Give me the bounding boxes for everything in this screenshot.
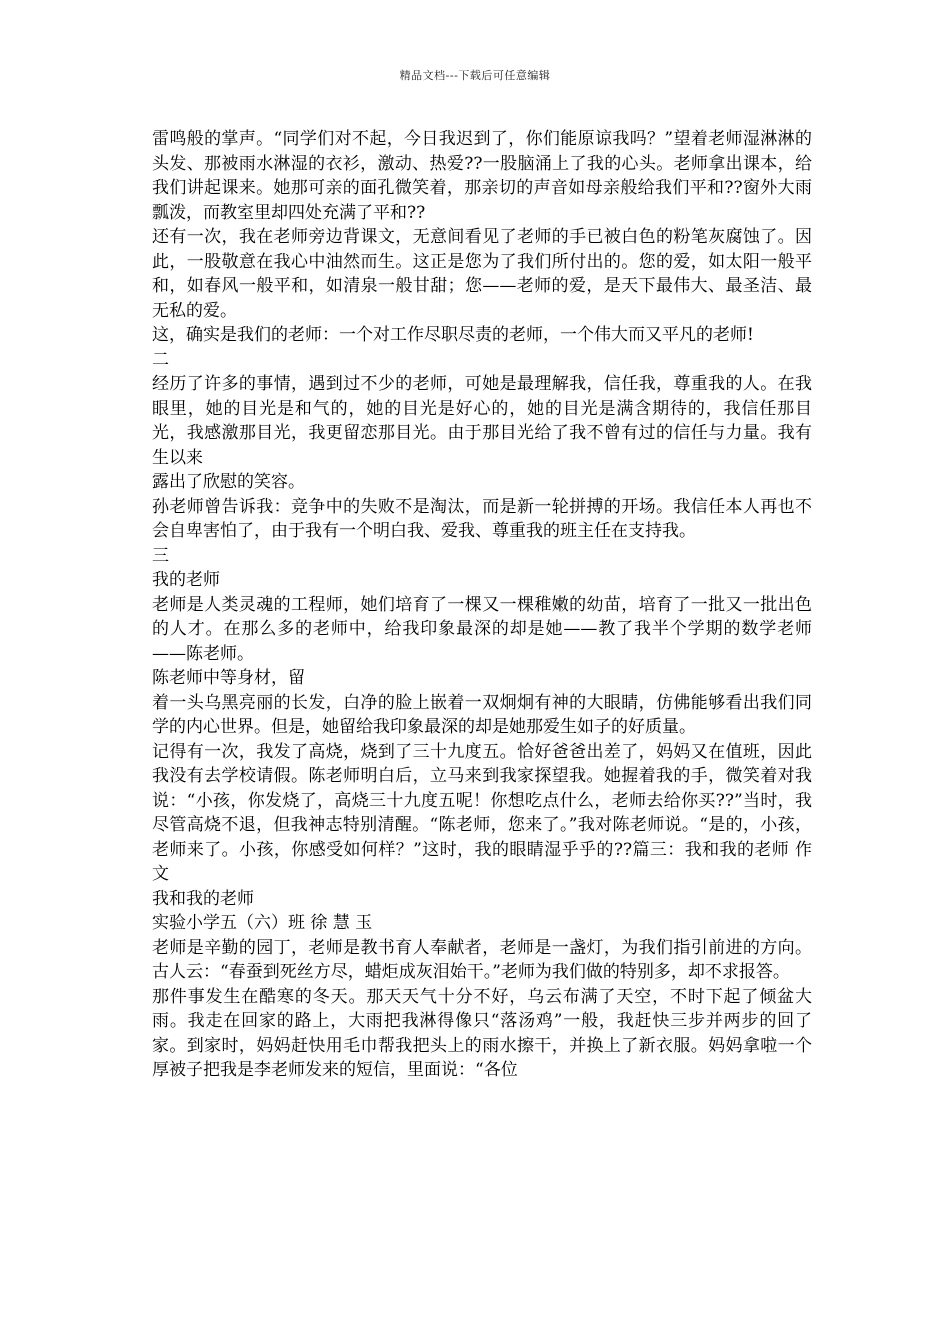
paragraph: 还有一次，我在老师旁边背课文，无意间看见了老师的手已被白色的粉笔灰腐蚀了。因此，一股敬意在我心中油然而生。这正是您为了我们所付出的。您的爱，如太阳一般平和，如春风一般平和，如清泉一般甘甜；您——老师的爱，是天下最伟大、最圣洁、最无私的爱。 bbox=[152, 227, 812, 321]
essay-title: 我的老师 bbox=[152, 570, 220, 590]
paragraph: 这，确实是我们的老师：一个对工作尽职尽责的老师，一个伟大而又平凡的老师! bbox=[152, 325, 754, 345]
paragraph: 雷鸣般的掌声。“同学们对不起，今日我迟到了，你们能原谅我吗？”望着老师湿淋淋的头发、那被雨水淋湿的衣衫，激动、热爱??一股脑涌上了我的心头。老师拿出课本，给我们讲起课来。她那可亲的面孔微笑着，那亲切的声音如母亲般给我们平和??窗外大雨瓢泼，而教室里却四处充满了平和?? bbox=[152, 129, 812, 223]
paragraph: 经历了许多的事情，遇到过不少的老师，可她是最理解我，信任我，尊重我的人。在我眼里，她的目光是和气的，她的目光是好心的，她的目光是满含期待的，我信任那目光，我感激那目光，我更留恋那目光。由于那目光给了我不曾有过的信任与力量。我有生以来 bbox=[152, 374, 812, 468]
essay-title: 我和我的老师 bbox=[152, 888, 254, 909]
paragraph: 露出了欣慰的笑容。 bbox=[152, 472, 305, 492]
paragraph: 老师是辛勤的园丁，老师是教书育人奉献者，老师是一盏灯，为我们指引前进的方向。古人云：“春蚕到死丝方尽，蜡炬成灰泪始干。”老师为我们做的特别多，却不求报答。 bbox=[152, 937, 812, 982]
page-header: 精品文档---下载后可任意编辑 bbox=[399, 69, 551, 82]
paragraph: 孙老师曾告诉我：竞争中的失败不是淘汰，而是新一轮拼搏的开场。我信任本人再也不会自卑害怕了，由于我有一个明白我、爱我、尊重我的班主任在支持我。 bbox=[152, 496, 812, 541]
paragraph: 那件事发生在酷寒的冬天。那天天气十分不好，乌云布满了天空，不时下起了倾盆大雨。我走在回家的路上，大雨把我淋得像只“落汤鸡”一般，我赶快三步并两步的回了家。到家时，妈妈赶快用毛巾帮我把头上的雨水擦干，并换上了新衣服。妈妈拿啦一个厚被子把我是李老师发来的短信，里面说：“各位 bbox=[152, 986, 812, 1080]
section-heading: 二 bbox=[152, 349, 169, 370]
author-line: 实验小学五（六）班 徐 慧 玉 bbox=[152, 913, 373, 933]
paragraph: 陈老师中等身材，留 bbox=[152, 668, 305, 688]
paragraph: 记得有一次，我发了高烧，烧到了三十九度五。恰好爸爸出差了，妈妈又在值班，因此我没有去学校请假。陈老师明白后，立马来到我家探望我。她握着我的手，微笑着对我说：“小孩，你发烧了，高烧三十九度五呢！你想吃点什么，老师去给你买??”当时，我尽管高烧不退，但我神志特别清醒。“陈老师，您来了。”我对陈老师说。“是的，小孩，老师来了。小孩，你感受如何样？”这时，我的眼睛湿乎乎的??篇三：我和我的老师 作文 bbox=[152, 741, 812, 884]
paragraph: 着一头乌黑亮丽的长发，白净的脸上嵌着一双炯炯有神的大眼睛，仿佛能够看出我们同学的内心世界。但是，她留给我印象最深的却是她那爱生如子的好质量。 bbox=[152, 692, 812, 737]
document-body bbox=[152, 127, 812, 1083]
section-heading: 三 bbox=[152, 545, 169, 566]
paragraph: 老师是人类灵魂的工程师，她们培育了一棵又一棵稚嫩的幼苗，培育了一批又一批出色的人才。在那么多的老师中，给我印象最深的却是她——教了我半个学期的数学老师——陈老师。 bbox=[152, 594, 812, 664]
